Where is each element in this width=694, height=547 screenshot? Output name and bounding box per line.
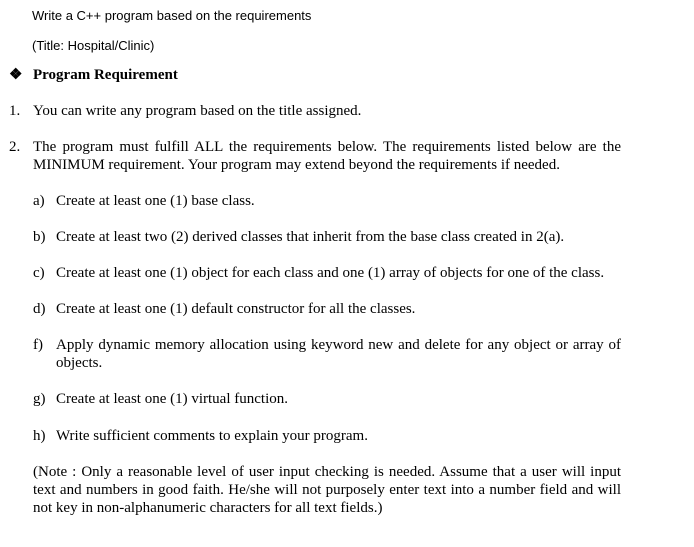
list-item-text: You can write any program based on the title assigned. [33,103,362,119]
section-heading: Program Requirement [33,67,178,83]
sub-item-text: Write sufficient comments to explain your program. [56,428,368,444]
sub-item-letter: b) [33,229,46,245]
list-item-number: 1. [9,103,21,119]
sub-item-text: Create at least one (1) base class. [56,193,255,209]
sub-item-letter: f) [33,337,43,353]
list-item-number: 2. [9,139,21,155]
sub-item-letter: h) [33,428,46,444]
note-paragraph: (Note : Only a reasonable level of user input checking is needed. Assume that a user will input text and numbers in good faith. He/she will not purposely enter text into a number field and will not key in non-alphanumeric characters for all text fields.) [33,464,621,516]
sub-item-letter: c) [33,265,45,281]
sub-item-text: Create at least one (1) default constructor for all the classes. [56,301,416,317]
sub-item-text: Create at least one (1) virtual function. [56,391,288,407]
sub-item-letter: d) [33,301,46,317]
list-item-text: The program must fulfill ALL the requirements below. The requirements listed below are the MINIMUM requirement. Your program may extend beyond the requirements if needed. [33,139,621,173]
sub-item-letter: g) [33,391,46,407]
sub-item-text: Create at least two (2) derived classes that inherit from the base class created in 2(a). [56,229,565,245]
sub-item-text: Apply dynamic memory allocation using keyword new and delete for any object or array of objects. [56,337,621,371]
diamond-bullet-icon: ❖ [9,67,23,83]
intro-line-2: (Title: Hospital/Clinic) [32,38,155,53]
sub-item-text: Create at least one (1) object for each class and one (1) array of objects for one of the class. [56,265,605,281]
intro-line-1: Write a C++ program based on the requirements [32,8,312,23]
sub-item-letter: a) [33,193,45,209]
